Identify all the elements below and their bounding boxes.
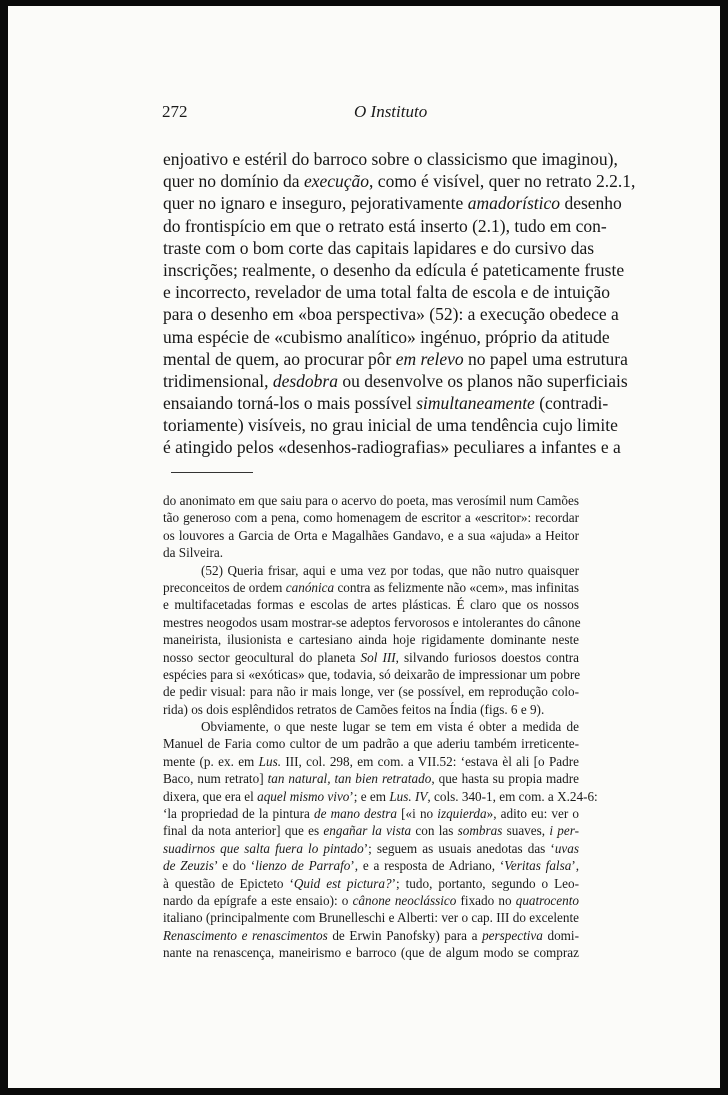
text-line: enjoativo e estéril do barroco sobre o classicismo que imaginou), xyxy=(163,149,618,169)
footnotes xyxy=(163,492,598,962)
text-line: e incorrecto, revelador de uma total falta de escola e de intuição xyxy=(163,282,611,303)
footnote-line: e multifacetadas formas e escolas de artes plásticas. É claro que os nossos xyxy=(163,597,579,613)
footnote-line: de Zeuzis’ e do ‘lienzo de Parrafo’, e a resposta de Adriano, ‘Veritas falsa’, xyxy=(163,858,580,874)
page-header xyxy=(162,102,582,124)
book-page xyxy=(8,6,720,1088)
footnote-line: nante na renascença, maneirismo e barroco (que de algum modo se compraz xyxy=(163,945,579,961)
footnote-line: os louvores a Garcia de Orta e Magalhães Gandavo, e a sua «ajuda» a Heitor xyxy=(163,527,579,543)
footnote-line: à questão de Epicteto ‘Quid est pictura?’; tudo, portanto, segundo o Leo- xyxy=(163,875,580,891)
text-line: ensaiando torná-los o mais possível simultaneamente (contradi- xyxy=(163,393,609,414)
text-line: traste com o bom corte das capitais lapidares e do cursivo das xyxy=(163,237,595,258)
footnote-line: dixera, que era el aquel mismo vivo’; e em Lus. IV, cols. 340-1, em com. a X.24-6: xyxy=(163,788,598,804)
footnote-line: maneirista, ilusionista e cartesiano ainda hoje rigidamente dominante neste xyxy=(163,632,579,648)
text-line: toriamente) visíveis, no grau inicial de uma tendência cujo limite xyxy=(163,415,618,436)
footnote-line: italiano (principalmente com Brunelleschi e Alberti: ver o cap. III do excelente xyxy=(163,910,579,926)
footnote-line: ‘la propriedad de la pintura de mano destra [«i no izquierda», adito eu: ver o xyxy=(163,806,579,822)
footnote-line: mente (p. ex. em Lus. III, col. 298, em com. a VII.52: ‘estava èl ali [o Padre xyxy=(163,753,579,769)
footnote-line: Manuel de Faria como cultor de um padrão a que aderiu também irreticente- xyxy=(163,736,579,752)
main-text xyxy=(163,148,636,459)
footnote-line: (52) Queria frisar, aqui e uma vez por todas, que não nutro quaisquer xyxy=(201,562,579,578)
text-line: é atingido pelos «desenhos-radiografias» peculiares a infantes e a xyxy=(163,437,621,458)
text-line: quer no ignaro e inseguro, pejorativamente amadorístico desenho xyxy=(163,193,622,214)
footnote-line: rida) os dois esplêndidos retratos de Camões feitos na Índia (figs. 6 e 9). xyxy=(163,701,545,717)
text-line: do frontispício em que o retrato está inserto (2.1), tudo em con- xyxy=(163,215,607,236)
text-line: para o desenho em «boa perspectiva» (52): a execução obedece a xyxy=(163,304,619,325)
footnote-line: espécies para si «exóticas» que, todavia, só deixarão de impressionar um pobre xyxy=(163,666,581,682)
footnote-line: Obviamente, o que neste lugar se tem em vista é obter a medida de xyxy=(201,719,579,735)
running-title: O Instituto xyxy=(354,102,428,121)
footnote-line: Renascimento e renascimentos de Erwin Panofsky) para a perspectiva domi- xyxy=(163,927,579,943)
footnote-line: mestres neogodos usam mostrar-se adeptos fervorosos e intolerantes do cânone xyxy=(163,614,581,630)
footnote-line: do anonimato em que saiu para o acervo do poeta, mas verosímil num Camões xyxy=(163,493,579,508)
footnote-line: tão generoso com a pena, como homenagem de escritor a «escritor»: recordar xyxy=(163,510,579,526)
footnote-line: Baco, num retrato] tan natural, tan bien retratado, que hasta su propia madre xyxy=(163,771,579,787)
page-number: 272 xyxy=(162,102,188,121)
text-line: quer no domínio da execução, como é visível, quer no retrato 2.2.1, xyxy=(163,171,636,192)
footnote-separator xyxy=(171,472,253,473)
footnote-line: da Silveira. xyxy=(163,545,224,561)
text-line: tridimensional, desdobra ou desenvolve os planos não superficiais xyxy=(163,370,628,391)
text-line: uma espécie de «cubismo analítico» ingénuo, próprio da atitude xyxy=(163,326,610,347)
footnote-line: de pedir visual: para não ir mais longe, ver (se possível, em reprodução colo- xyxy=(163,684,579,700)
footnote-line: preconceitos de ordem canónica contra as felizmente não «cem», mas infinitas xyxy=(163,579,579,595)
footnote-line: suadirnos que salta fuera lo pintado’; seguem as usuais anedotas das ‘uvas xyxy=(163,840,579,856)
footnote-line: final da nota anterior] que es engañar la vista con las sombras suaves, i per- xyxy=(163,823,579,839)
text-line: inscrições; realmente, o desenho da edícula é pateticamente fruste xyxy=(163,259,625,280)
footnote-line: nardo da epígrafe a este ensaio): o cânone neoclássico fixado no quatrocento xyxy=(163,892,579,908)
footnote-line: nosso sector geocultural do planeta Sol III, silvando furiosos doestos contra xyxy=(163,649,579,665)
text-line: mental de quem, ao procurar pôr em relevo no papel uma estrutura xyxy=(163,348,628,369)
